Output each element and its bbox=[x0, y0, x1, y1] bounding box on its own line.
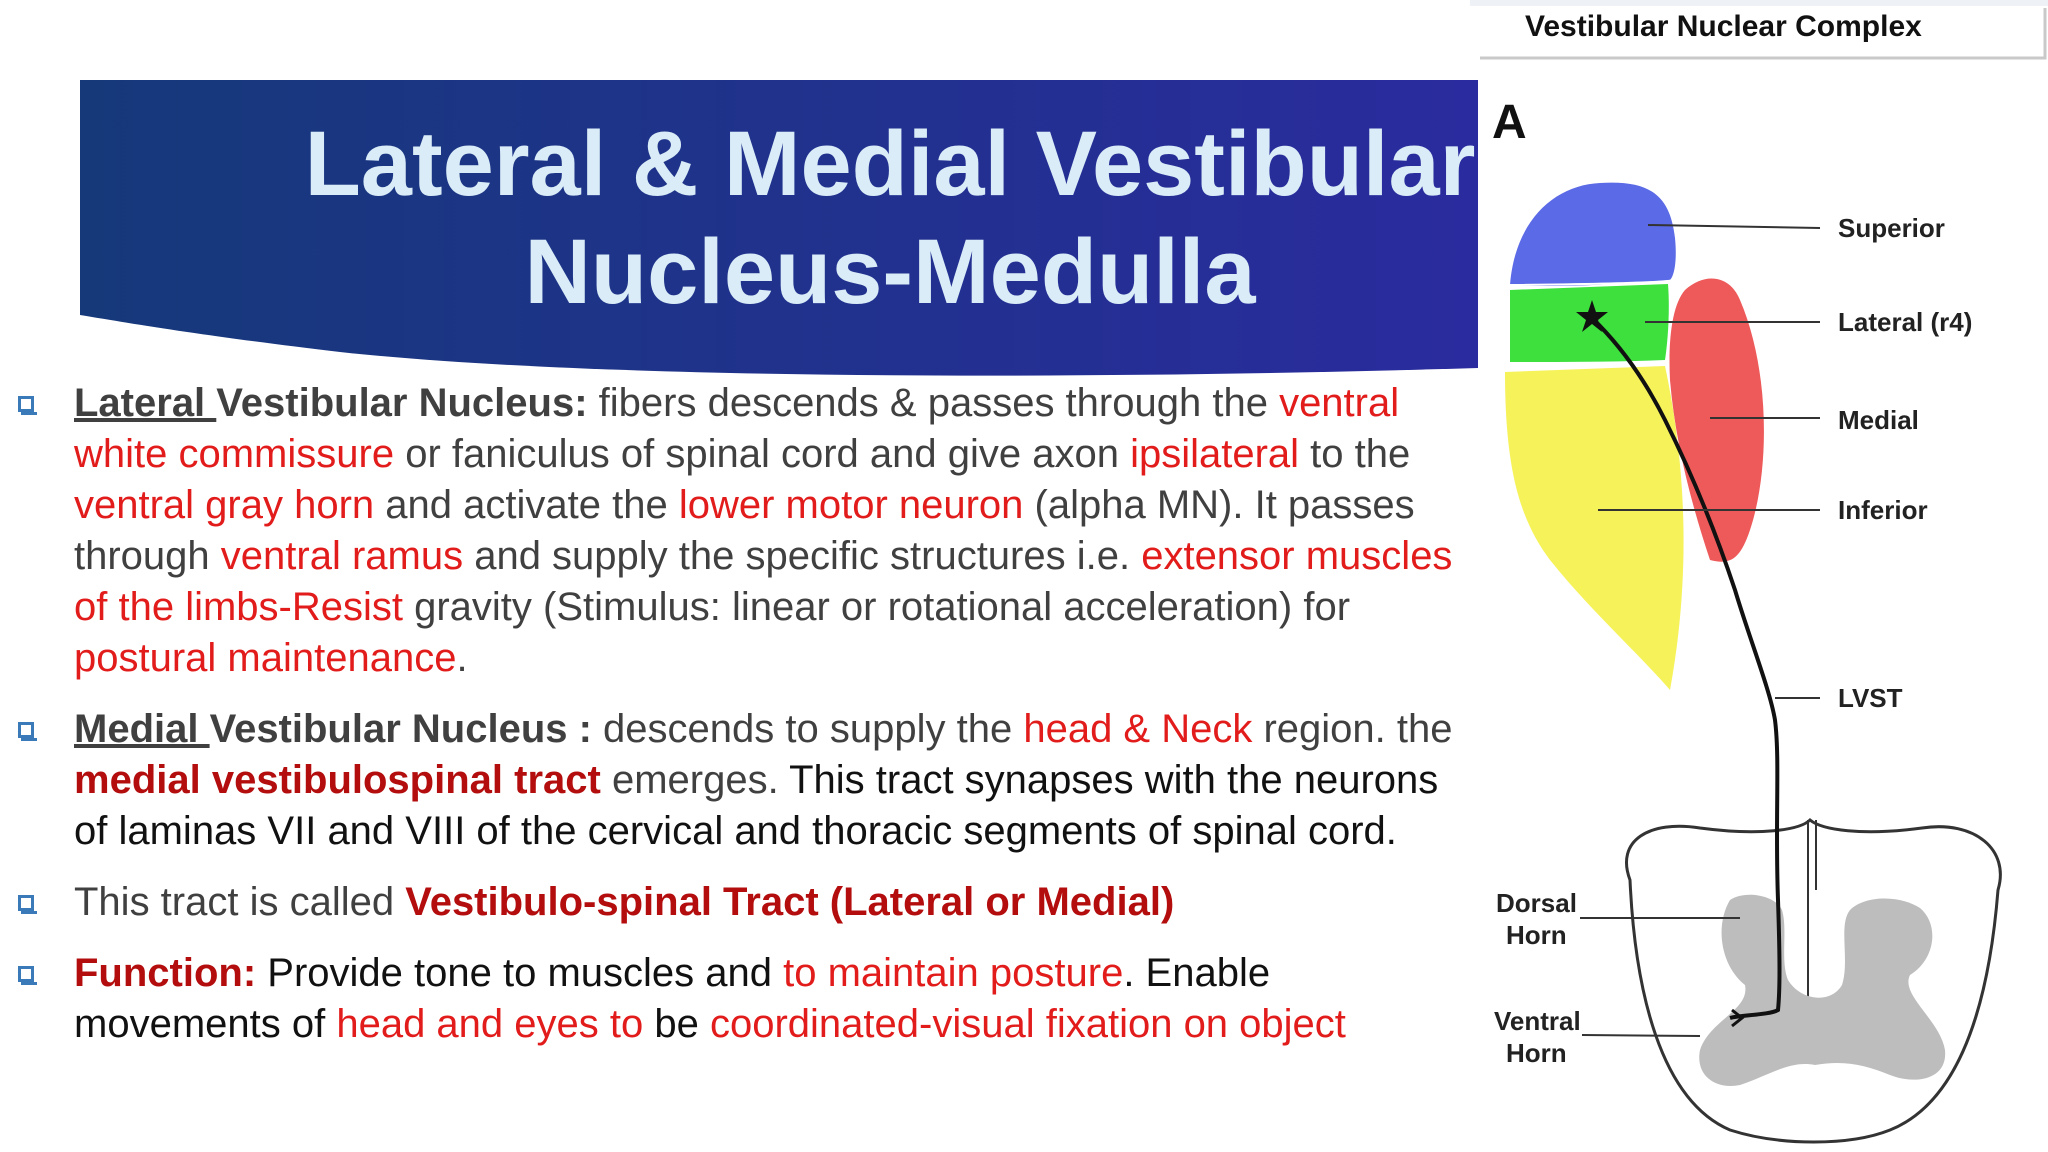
text: or faniculus of spinal cord and give axon bbox=[394, 432, 1131, 476]
bullet-square-icon bbox=[18, 895, 34, 911]
text-black: . Enable movements of bbox=[74, 951, 1271, 1046]
bullet-medial bbox=[18, 704, 1458, 857]
bullet-square-icon bbox=[18, 396, 34, 412]
text: emerges. bbox=[600, 758, 790, 802]
text: and activate the bbox=[374, 483, 679, 527]
label-ventral: Ventral bbox=[1494, 1006, 1581, 1036]
highlight: to maintain posture bbox=[783, 951, 1124, 995]
text: (alpha MN). It passes through bbox=[74, 483, 1415, 578]
highlight: head and eyes to bbox=[336, 1002, 644, 1046]
panel-letter: A bbox=[1492, 96, 1527, 149]
label-dorsal: Dorsal bbox=[1496, 888, 1577, 918]
label-medial: Medial bbox=[74, 707, 210, 751]
bullet-list bbox=[18, 378, 1458, 1070]
text: descends to supply the bbox=[591, 707, 1024, 751]
text-black: This tract synapses with the neurons of laminas VII and VIII of the cervical and thoracic segments of spinal cord. bbox=[74, 758, 1439, 853]
bullet-square-icon bbox=[18, 722, 34, 738]
label-lateral: Lateral bbox=[74, 381, 217, 425]
text: This tract is called bbox=[74, 880, 406, 924]
text: to the bbox=[1299, 432, 1411, 476]
highlight: coordinated-visual fixation on object bbox=[709, 1002, 1346, 1046]
page-title bbox=[140, 110, 1640, 326]
highlight: postural maintenance bbox=[74, 636, 457, 680]
bullet-function bbox=[18, 948, 1458, 1050]
text-black: Provide tone to muscles and bbox=[256, 951, 784, 995]
highlight: ventral gray horn bbox=[74, 483, 375, 527]
highlight: head & Neck bbox=[1023, 707, 1253, 751]
bullet-tract-name bbox=[18, 877, 1458, 928]
highlight: ventral ramus bbox=[220, 534, 464, 578]
highlight: ventral white commissure bbox=[74, 381, 1400, 476]
label-function: Function: bbox=[74, 951, 257, 995]
label-medial: Medial bbox=[1838, 405, 1919, 435]
bullet-square-icon bbox=[18, 966, 34, 982]
label-lvst: LVST bbox=[1838, 683, 1903, 713]
label-dorsal-horn: Horn bbox=[1506, 920, 1567, 950]
text: gravity (Stimulus: linear or rotational acceleration) for bbox=[402, 585, 1351, 629]
label-superior: Superior bbox=[1838, 213, 1945, 243]
text: region. the bbox=[1252, 707, 1453, 751]
text: and supply the specific structures i.e. bbox=[463, 534, 1142, 578]
highlight-bold: Vestibulo-spinal Tract (Lateral or Medial) bbox=[405, 880, 1175, 924]
text: fibers descends & passes through the bbox=[587, 381, 1280, 425]
highlight-bold: medial vestibulospinal tract bbox=[74, 758, 601, 802]
title-line-1: Lateral & Medial Vestibular bbox=[304, 113, 1476, 215]
highlight: ipsilateral bbox=[1130, 432, 1300, 476]
label-inferior: Inferior bbox=[1838, 495, 1928, 525]
label-ventral-horn: Horn bbox=[1506, 1038, 1567, 1068]
title-line-2: Nucleus-Medulla bbox=[524, 221, 1256, 323]
highlight: extensor muscles of the limbs-Resist bbox=[74, 534, 1453, 629]
bullet-lateral bbox=[18, 378, 1458, 684]
label-vestibular-nucleus: Vestibular Nucleus: bbox=[216, 381, 588, 425]
text: . bbox=[456, 636, 468, 680]
highlight: lower motor neuron bbox=[678, 483, 1024, 527]
title-banner bbox=[80, 80, 1480, 380]
diagram-header: Vestibular Nuclear Complex bbox=[1525, 10, 1922, 43]
label-vestibular-nucleus: Vestibular Nucleus : bbox=[209, 707, 592, 751]
label-lateral-r4: Lateral (r4) bbox=[1838, 307, 1973, 337]
text-black: be bbox=[643, 1002, 710, 1046]
